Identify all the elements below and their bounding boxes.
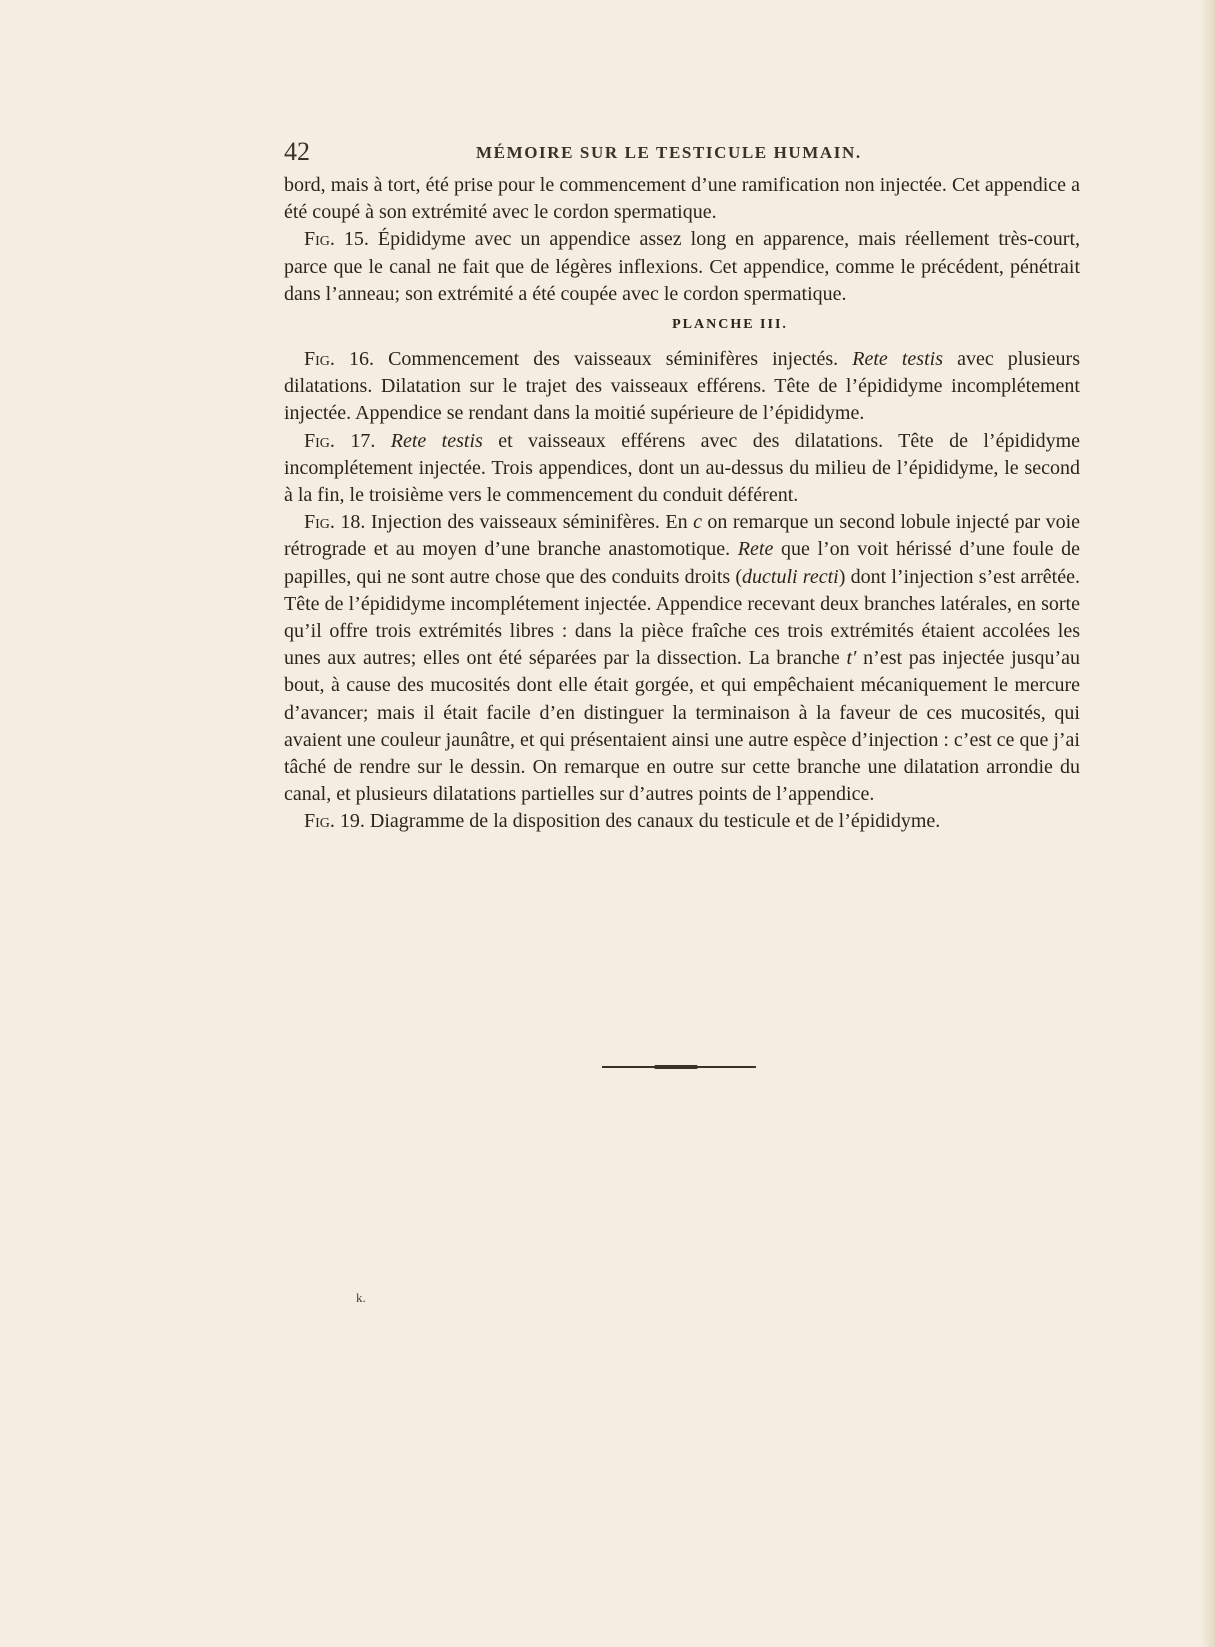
latin-term: ductuli recti	[742, 565, 839, 588]
latin-term: c	[693, 511, 702, 534]
figure-label: Fig.	[304, 511, 335, 534]
signature-mark: k.	[356, 1290, 366, 1305]
page-edge-shadow	[1201, 0, 1215, 1647]
paragraph	[284, 172, 1080, 226]
paragraph	[284, 808, 1080, 835]
paragraph-text: on remarque un second lobule injecté par voie rétrograde et au moyen d’une branche anastomotique.	[284, 511, 1081, 561]
paragraphs-before	[284, 172, 1080, 308]
paragraph	[284, 428, 1080, 510]
latin-term: Rete	[737, 538, 774, 561]
paragraph-text: 15. Épididyme avec un appendice assez long en apparence, mais réellement très-court, parce que le canal ne fait que de légères inflexions. Cet appendice, comme le précédent, pénétrait dans l’anneau; son extrémité a été coupée avec le cordon spermatique.	[284, 228, 1080, 305]
latin-term: Rete testis	[390, 429, 483, 452]
paragraph-text: avec plusieurs dilatations. Dilatation sur le trajet des vaisseaux efférens. Tête de l’épididyme incomplétement injectée. Appendice se rendant dans la moitié supérieure de l’épididyme.	[284, 348, 1080, 425]
paragraph-text: bord, mais à tort, été prise pour le commencement d’une ramification non injectée. Cet appendice a été coupé à son extrémité avec le cordon spermatique.	[284, 174, 1080, 224]
section-heading: PLANCHE III.	[672, 317, 788, 333]
figure-label: Fig.	[304, 348, 335, 371]
body-text	[284, 172, 1080, 836]
paragraphs-after	[284, 346, 1080, 836]
paragraph-text: 18. Injection des vaisseaux séminifères. En	[334, 511, 694, 534]
paragraph	[284, 509, 1080, 808]
figure-label: Fig.	[304, 228, 335, 251]
paragraph-text: n’est pas injectée jusqu’au bout, à cause des mucosités dont elle était gorgée, et qui empêchaient mécaniquement le mercure d’avancer; mais il était facile d’en distinguer la terminaison à la faveur de ces mucosités, qui avaient une couleur jaunâtre, et qui présentaient ainsi une autre espèce d’injection : c’est ce que j’ai tâché de rendre sur le dessin. On remarque en outre sur cette branche une dilatation arrondie du canal, et plusieurs dilatations partielles sur d’autres points de l’appendice.	[284, 647, 1081, 806]
paragraph-text: 17.	[334, 429, 391, 452]
paragraph-text: et vaisseaux efférens avec des dilatations. Tête de l’épididyme incomplétement injectée. Trois appendices, dont un au-dessus du milieu de l’épididyme, le second à la fin, le troisième vers le commencement du conduit déférent.	[284, 429, 1081, 507]
paragraph-text: ) dont l’injection s’est arrêtée. Tête de l’épididyme incomplétement injectée. Appendice recevant deux branches latérales, en sorte qu’il offre trois extrémités libres : dans la pièce fraîche ces trois extrémités étaient accolées les unes aux autres; elles ont été séparées par la dissection. La branche	[284, 565, 1080, 670]
end-ornament-rule	[602, 1066, 756, 1068]
paragraph-text: que l’on voit hérissé d’une foule de papilles, qui ne sont autre chose que des conduits droits (	[284, 538, 1080, 588]
page-number: 42	[284, 137, 310, 166]
page-header	[284, 137, 1084, 167]
latin-term: t′	[846, 647, 857, 670]
paragraph-text: 16. Commencement des vaisseaux séminifères injectés.	[334, 348, 853, 371]
paragraph-text: 19. Diagramme de la disposition des canaux du testicule et de l’épididyme.	[334, 810, 941, 833]
latin-term: Rete testis	[852, 348, 943, 371]
figure-label: Fig.	[304, 429, 335, 452]
figure-label: Fig.	[304, 810, 335, 833]
running-title: MÉMOIRE SUR LE TESTICULE HUMAIN.	[476, 143, 862, 162]
paragraph	[284, 346, 1080, 428]
paragraph	[284, 226, 1080, 308]
